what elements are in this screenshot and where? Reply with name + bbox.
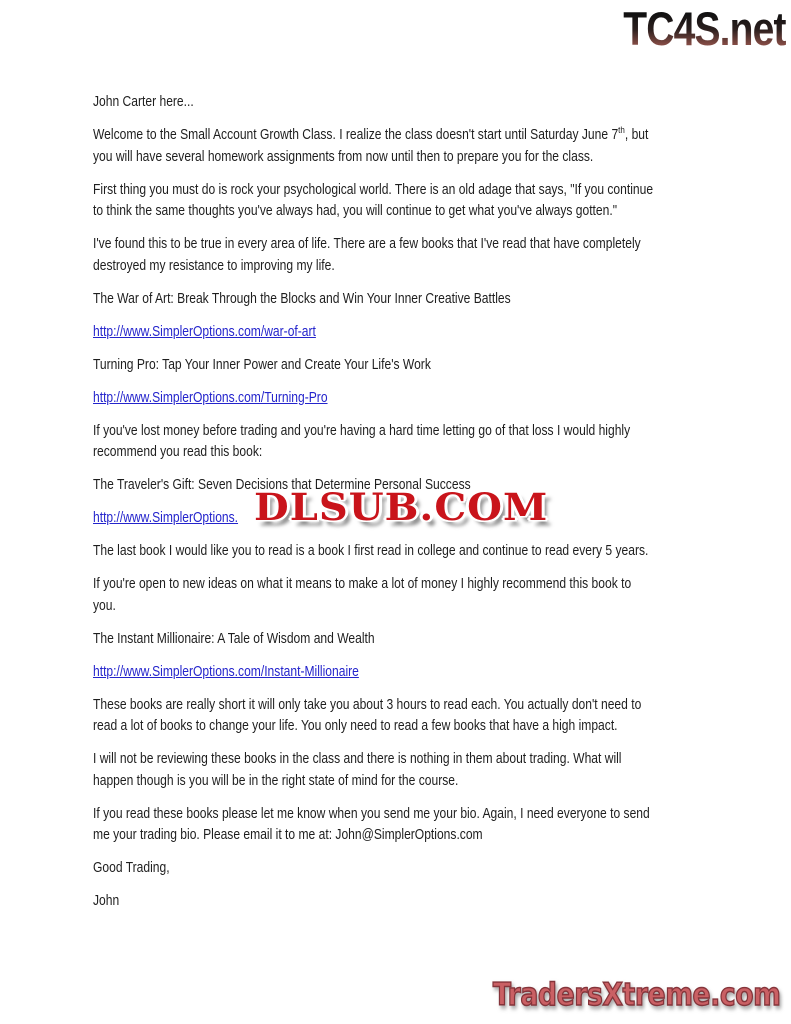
link-line xyxy=(93,388,748,410)
text-line: recommend you read this book: xyxy=(93,444,263,460)
text-line: to think the same thoughts you've always had, you will continue to get what you've always gotten." xyxy=(93,203,617,219)
text-line: The last book I would like you to read is a book I first read in college and continue to read every 5 years. xyxy=(93,543,649,559)
dlsub-watermark: DLSUB.COM xyxy=(254,485,549,530)
book-title-war-of-art xyxy=(93,289,748,311)
paragraph-lost-money xyxy=(93,421,748,464)
text-line: you will have several homework assignments from now until then to prepare you for the class. xyxy=(93,148,594,165)
tc4s-watermark: TC4S.net xyxy=(623,2,786,55)
paragraph-not-reviewing xyxy=(93,749,748,792)
closing-good-trading xyxy=(93,858,748,880)
signature-john xyxy=(93,891,748,913)
link-turning-pro[interactable]: http://www.SimplerOptions.com/Turning-Pro xyxy=(93,389,328,406)
text-line: you. xyxy=(93,597,116,614)
text-segment: , but xyxy=(624,127,649,143)
text-line: read a lot of books to change your life. You only need to read a few books that have a high impact. xyxy=(93,718,618,734)
text-line: These books are really short it will only take you about 3 hours to read each. You actually don't need to xyxy=(93,696,642,713)
link-instant-millionaire[interactable]: http://www.SimplerOptions.com/Instant-Millionaire xyxy=(93,663,359,680)
text-line: I will not be reviewing these books in the class and there is nothing in them about trading. What will xyxy=(93,751,622,767)
link-travelers-gift-partial[interactable]: http://www.SimplerOptions. xyxy=(93,510,239,526)
text-line: I've found this to be true in every area of life. There are a few books that I've read that have completely xyxy=(93,236,641,252)
paragraph-found-true xyxy=(93,234,748,277)
text-line: Turning Pro: Tap Your Inner Power and Create Your Life's Work xyxy=(93,356,431,373)
paragraph-open-to-ideas xyxy=(93,574,748,617)
text-line: The War of Art: Break Through the Blocks and Win Your Inner Creative Battles xyxy=(93,290,511,307)
paragraph-send-bio xyxy=(93,804,748,847)
text-line: destroyed my resistance to improving my life. xyxy=(93,257,335,274)
book-title-instant-millionaire xyxy=(93,629,748,651)
text-line: If you've lost money before trading and you're having a hard time letting go of that loss I would highly xyxy=(93,422,631,439)
text-line: me your trading bio. Please email it to me at: John@SimplerOptions.com xyxy=(93,827,483,843)
text-line: Good Trading, xyxy=(93,860,170,876)
text-line: John xyxy=(93,893,120,909)
paragraph-last-book xyxy=(93,541,748,563)
tradersxtreme-watermark: TradersXtreme.com xyxy=(493,977,781,1013)
text-line: First thing you must do is rock your psychological world. There is an old adage that says, "If you continue xyxy=(93,181,654,198)
paragraph-psychology xyxy=(93,180,748,223)
paragraph-greeting xyxy=(93,92,748,114)
text-line: If you read these books please let me know when you send me your bio. Again, I need everyone to send xyxy=(93,805,650,822)
text-line: John Carter here... xyxy=(93,94,194,110)
paragraph-welcome xyxy=(93,125,748,168)
link-line xyxy=(93,322,748,344)
link-line xyxy=(93,662,748,684)
text-line: The Instant Millionaire: A Tale of Wisdom and Wealth xyxy=(93,630,375,647)
ordinal-superscript: th xyxy=(618,125,625,136)
text-line: happen though is you will be in the right state of mind for the course. xyxy=(93,772,459,789)
text-line: If you're open to new ideas on what it means to make a lot of money I highly recommend this book to xyxy=(93,576,632,592)
paragraph-books-short xyxy=(93,695,748,738)
link-war-of-art[interactable]: http://www.SimplerOptions.com/war-of-art xyxy=(93,323,316,340)
book-title-turning-pro xyxy=(93,355,748,377)
text-line xyxy=(93,125,748,147)
text-segment: Welcome to the Small Account Growth Class. I realize the class doesn't start until Saturday June 7 xyxy=(93,127,619,143)
text-line: The Traveler's Gift: Seven Decisions that Determine Personal Success xyxy=(93,477,471,493)
